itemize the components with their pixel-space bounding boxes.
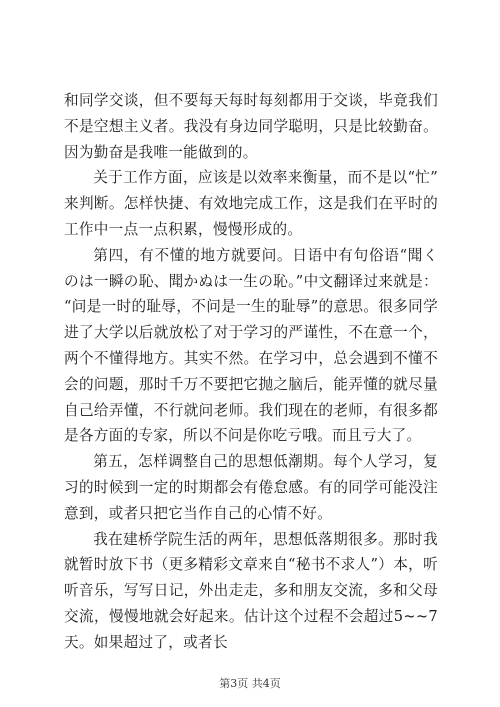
- page-footer: 第3页 共4页: [219, 677, 281, 690]
- document-body: [64, 88, 438, 656]
- paragraph: 关于工作方面，应该是以效率来衡量，而不是以“忙”来判断。怎样快捷、有效地完成工作，这是我们在平时的工作中一点一点积累，慢慢形成的。: [64, 169, 438, 238]
- paragraph: 第五，怎样调整自己的思想低潮期。每个人学习，复习的时候到一定的时期都会有倦怠感。有的同学可能没注意到，或者只把它当作自己的心情不好。: [64, 453, 438, 522]
- paragraph: 和同学交谈，但不要每天每时每刻都用于交谈，毕竟我们不是空想主义者。我没有身边同学聪明，只是比较勤奋。因为勤奋是我唯一能做到的。: [64, 92, 438, 161]
- paragraph: 我在建桥学院生活的两年，思想低落期很多。那时我就暂时放下书（更多精彩文章来自“秘书不求人”）本，听听音乐，写写日记，外出走走，多和朋友交流，多和父母交流，慢慢地就会好起来。估计这个过程不会超过5~~7天。如果超过了，或者长: [64, 530, 438, 651]
- paragraph: 第四，有不懂的地方就要问。日语中有句俗语“聞くのは一瞬の恥、聞かぬは一生の恥。”中文翻译过来就是：“问是一时的耻辱，不问是一生的耻辱”的意思。很多同学进了大学以后就放松了对于学习的严谨性，不在意一个，两个不懂得地方。其实不然。在学习中，总会遇到不懂不会的问题，那时千万不要把它抛之脑后，能弄懂的就尽量自己给弄懂，不行就问老师。我们现在的老师，有很多都是各方面的专家，所以不问是你吃亏哦。而且亏大了。: [64, 246, 438, 445]
